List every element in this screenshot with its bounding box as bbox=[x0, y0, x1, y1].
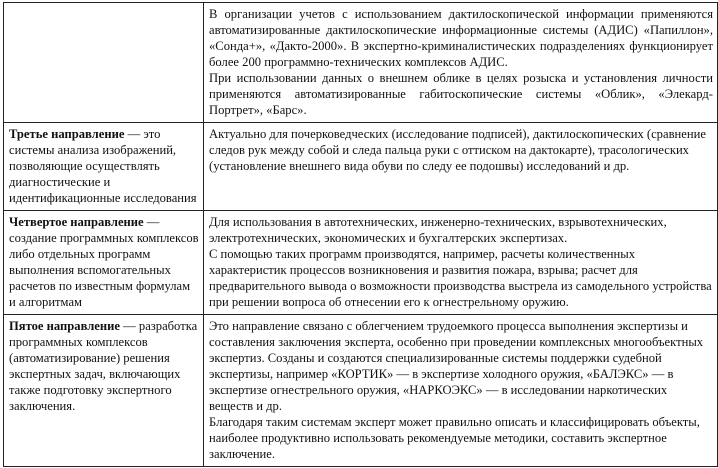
direction-description: — это системы анализа изображений, позволяющие осуществлять диагностические и идентификационные исследования bbox=[9, 127, 197, 205]
cell-paragraph: С помощью таких программ производятся, например, расчеты количественных характеристик процессов возникновения и развития пожара, взрыва; расчет для предварительного вывода о возможности производства выстрела из самодельного устройства при решении вопроса об отнесении его к огнестрельному оружию. bbox=[209, 247, 712, 309]
direction-description: — разработка программных комплексов (автоматизирование) решения экспертных задач, включающих также подготовку экспертного заключения. bbox=[9, 319, 198, 413]
cell-paragraph: Благодаря таким системам эксперт может правильно описать и классифицировать объекты, наиболее продуктивно использовать рекомендуемые методики, составить экспертное заключение. bbox=[209, 415, 700, 461]
cell-paragraph: Это направление связано с облегчением трудоемкого процесса выполнения экспертизы и составления заключения эксперта, особенно при проведении комплексных многообъектных экспертиз. Созданы и создаются специализированные системы поддержки судебной экспертизы, например «КОРТИК» — в экспертизе холодного оружия, «БАЛЭКС» — в экспертизе огнестрельного оружия, «НАРКОЭКС» — в исследовании наркотических веществ и др. bbox=[209, 319, 704, 413]
left-cell bbox=[4, 211, 204, 315]
direction-description: — создание программных комплексов либо отдельных программ выполнения вспомогательных расчетов по известным формулам и алгоритмам bbox=[9, 215, 199, 309]
right-cell bbox=[204, 315, 718, 467]
left-cell bbox=[4, 315, 204, 467]
cell-paragraph: Актуально для почерковедческих (исследование подписей), дактилоскопических (сравнение следов рук между собой и следа пальца руки с оттиском на дактокарте), трасологических (установление внешнего вида обуви по следу ее подошвы) исследований и др. bbox=[209, 127, 706, 173]
direction-title: Третье направление bbox=[9, 127, 125, 141]
table-row bbox=[4, 211, 718, 315]
table-row bbox=[4, 3, 718, 123]
left-cell bbox=[4, 123, 204, 211]
table-row bbox=[4, 315, 718, 467]
right-cell bbox=[204, 123, 718, 211]
cell-paragraph: В организации учетов с использованием дактилоскопической информации применяются автоматизированные дактилоскопические информационные системы (АДИС) «Папиллон», «Сонда+», «Дакто-2000». В экспертно-криминалистических подразделениях функционирует более 200 программно-технических комплексов АДИС. bbox=[209, 7, 713, 69]
directions-table bbox=[3, 2, 718, 467]
cell-paragraph: Для использования в автотехнических, инженерно-технических, взрывотехнических, электротехнических, экономических и бухгалтерских экспертизах. bbox=[209, 215, 667, 245]
table-row bbox=[4, 123, 718, 211]
right-cell bbox=[204, 211, 718, 315]
cell-paragraph: При использовании данных о внешнем облике в целях розыска и установления личности применяются автоматизированные габитоскопические системы «Облик», «Элекард-Портрет», «Барс». bbox=[209, 71, 713, 117]
right-cell bbox=[204, 3, 718, 123]
left-cell bbox=[4, 3, 204, 123]
direction-title: Четвертое направление bbox=[9, 215, 144, 229]
direction-title: Пятое направление bbox=[9, 319, 121, 333]
